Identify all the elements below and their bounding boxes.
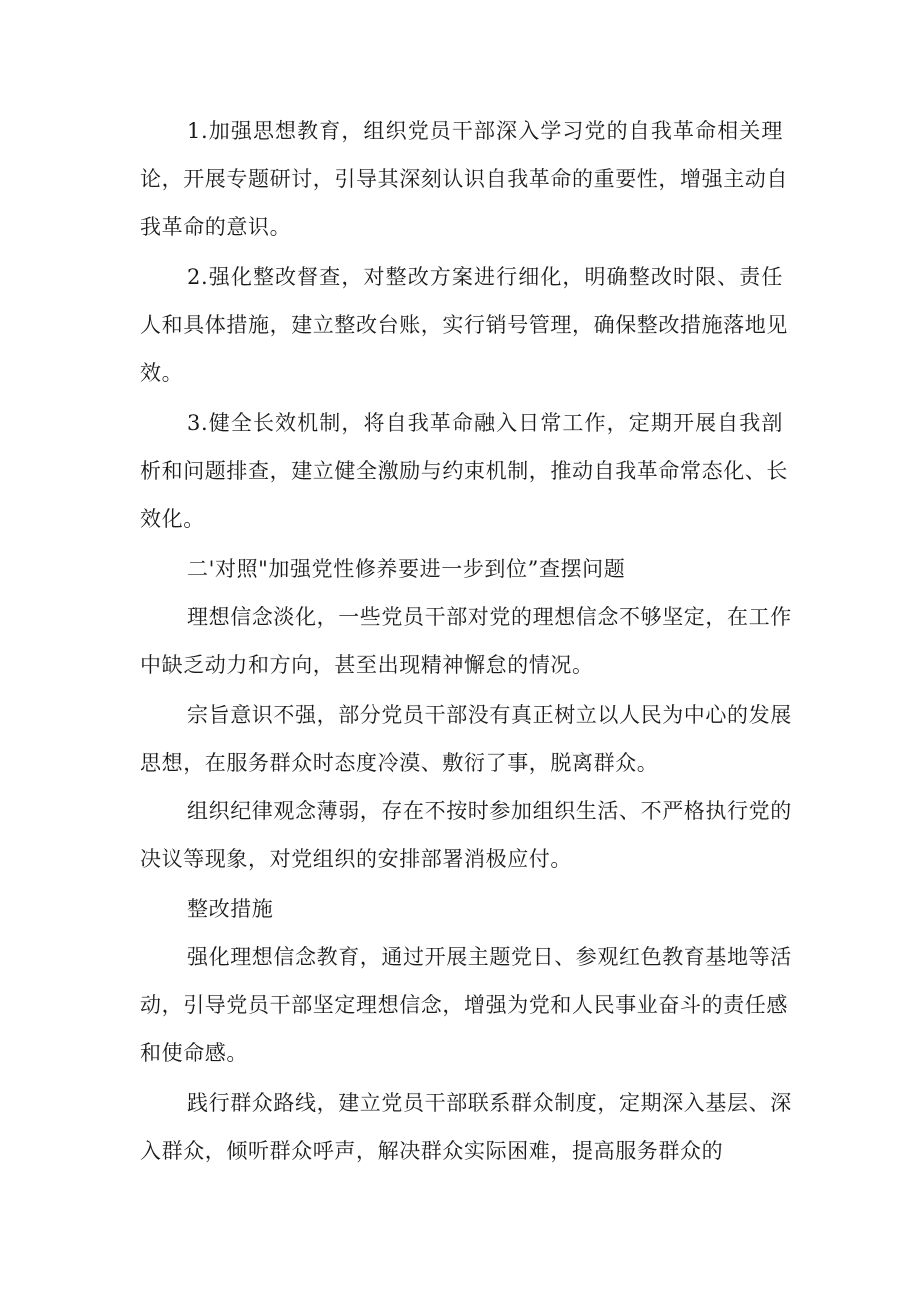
para2-line1: 2.强化整改督查，对整改方案进行细化，明确整改时限、责任	[187, 265, 783, 289]
para3-line2: 析和问题排查，建立健全激励与约束机制，推动自我革命常态化、长	[140, 459, 788, 483]
para5-line2: 思想，在服务群众时态度冷漠、敷衍了事，脱离群众。	[140, 751, 659, 775]
para7-line1: 强化理想信念教育，通过开展主题党日、参观红色教育基地等活	[187, 945, 792, 969]
para3-line3: 效化。	[140, 507, 205, 531]
para8-line1: 践行群众路线，建立党员干部联系群众制度，定期深入基层、深	[187, 1091, 792, 1115]
para3-line1: 3.健全长效机制，将自我革命融入日常工作，定期开展自我剖	[187, 411, 783, 435]
section-heading: 二'对照"加强党性修养要进一步到位”查摆问题	[187, 557, 626, 581]
para7-line2: 动，引导党员干部坚定理想信念，增强为党和人民事业奋斗的责任感	[140, 993, 788, 1017]
para8-line2: 入群众，倾听群众呼声，解决群众实际困难，提高服务群众的	[140, 1139, 724, 1163]
para4-line2: 中缺乏动力和方向，甚至出现精神懈怠的情况。	[140, 653, 594, 677]
para4-line1: 理想信念淡化，一些党员干部对党的理想信念不够坚定，在工作	[187, 605, 792, 629]
para1-line2: 论，开展专题研讨，引导其深刻认识自我革命的重要性，增强主动自	[140, 167, 788, 191]
para2-line3: 效。	[140, 361, 184, 385]
measures-heading: 整改措施	[187, 897, 274, 921]
para6-line1: 组织纪律观念薄弱，存在不按时参加组织生活、不严格执行党的	[187, 799, 792, 823]
para1-line1: 1.加强思想教育，组织党员干部深入学习党的自我革命相关理	[187, 119, 783, 143]
para5-line1: 宗旨意识不强，部分党员干部没有真正树立以人民为中心的发展	[187, 703, 792, 727]
para7-line3: 和使命感。	[140, 1041, 248, 1065]
para6-line2: 决议等现象，对党组织的安排部署消极应付。	[140, 847, 572, 871]
para2-line2: 人和具体措施，建立整改台账，实行销号管理，确保整改措施落地见	[140, 313, 788, 337]
para1-line3: 我革命的意识。	[140, 215, 292, 239]
